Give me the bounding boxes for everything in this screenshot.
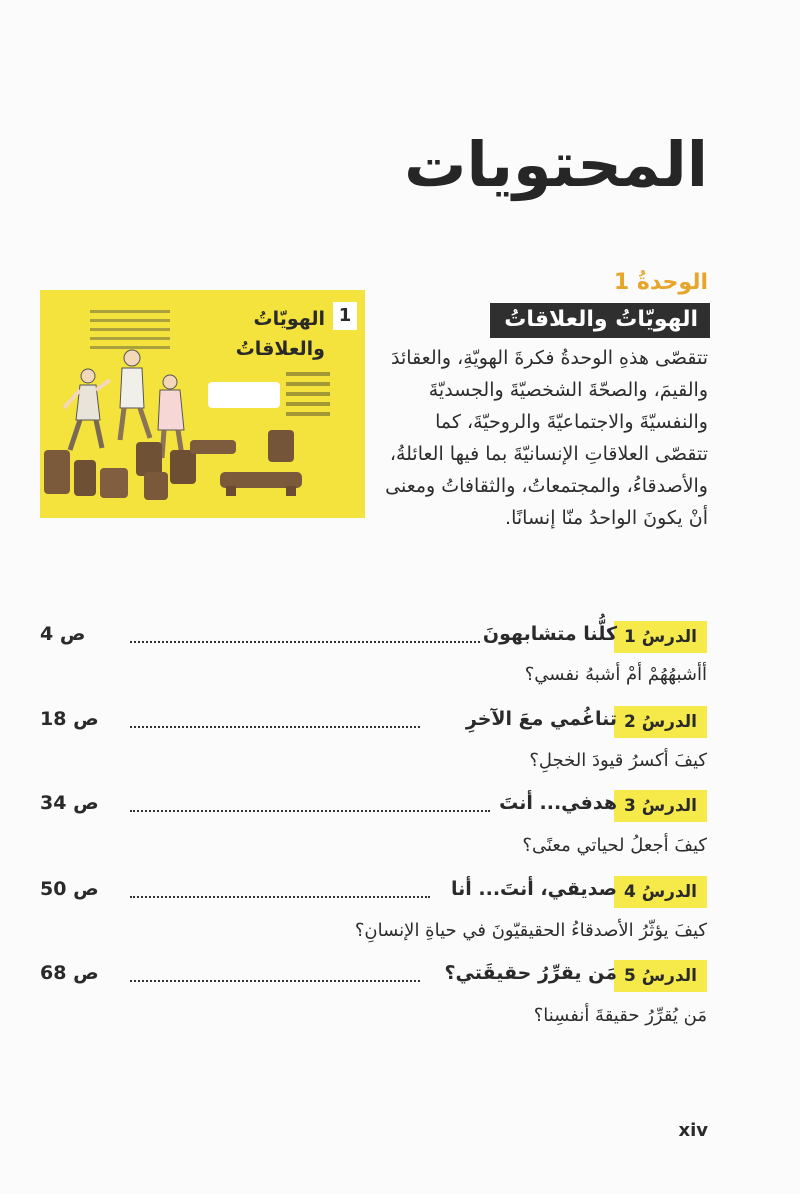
lesson-tag: الدرسُ 4	[614, 876, 707, 908]
unit-cover-image	[40, 290, 365, 518]
leader-dots	[130, 641, 480, 643]
cover-lesson-list	[286, 372, 330, 422]
cover-title-line2: والعلاقاتُ	[235, 338, 325, 360]
lesson-tag: الدرسُ 1	[614, 621, 707, 653]
lesson-tag: الدرسُ 5	[614, 960, 707, 992]
leader-dots	[130, 810, 490, 812]
lesson-title: صديقي، أنتَ... أنا	[450, 878, 617, 900]
lesson-row-2[interactable]	[40, 706, 707, 742]
unit-title: الهويّاتُ والعلاقاتُ	[490, 303, 710, 338]
unit-label: الوحدةُ 1	[613, 270, 708, 295]
lesson-question: كيفَ أكسرُ قيودَ الخجلِ؟	[529, 750, 707, 771]
cover-title-line1: الهويّاتُ	[253, 308, 325, 330]
lesson-question: كيفَ يؤثّرُ الأصدقاءُ الحقيقيّونَ في حياةِ الإنسانِ؟	[354, 920, 707, 941]
leader-dots	[130, 726, 420, 728]
lesson-page: ص 68	[40, 962, 99, 984]
leader-dots	[130, 980, 420, 982]
lesson-question: أأشبهُهُمْ أمْ أشبهُ نفسي؟	[524, 664, 707, 685]
lesson-page: ص 50	[40, 878, 99, 900]
cover-speech-bubble	[208, 382, 280, 408]
lesson-page: ص 34	[40, 792, 99, 814]
lesson-title: مَن يقرِّرُ حقيقَتي؟	[444, 962, 617, 984]
lesson-tag: الدرسُ 3	[614, 790, 707, 822]
lesson-question: كيفَ أجعلُ لحياتي معنًى؟	[522, 835, 707, 856]
lesson-question: مَن يُقرِّرُ حقيقةَ أنفسِنا؟	[533, 1005, 707, 1026]
page-title: المحتويات	[404, 128, 708, 201]
lesson-tag: الدرسُ 2	[614, 706, 707, 738]
page-number: xiv	[678, 1120, 708, 1141]
unit-description: تتقصّى هذهِ الوحدةُ فكرةَ الهويّةِ، والعقائدَ والقيمَ، والصحّةَ الشخصيّةَ والجسديّةَ والنفسيّةَ والاجتماعيّةَ والروحيّةَ، كما تتقصّى العلاقاتِ الإنسانيّةَ بما فيها العائلةُ، والأصدقاءُ، والمجتمعاتُ، والثقافاتُ ومعنى أنْ يكونَ الواحدُ منّا إنسانًا.	[385, 347, 708, 529]
leader-dots	[130, 896, 430, 898]
lesson-row-4[interactable]	[40, 876, 707, 912]
cover-text-lines	[90, 310, 170, 355]
lesson-page: ص 18	[40, 708, 99, 730]
lesson-title: تناغُمي معَ الآخرِ	[465, 708, 617, 730]
lesson-row-5[interactable]	[40, 960, 707, 996]
lesson-page: ص 4	[40, 623, 86, 645]
lesson-row-3[interactable]	[40, 790, 707, 826]
cover-unit-number: 1	[333, 302, 357, 330]
lesson-title: هدفي... أنتَ	[499, 792, 617, 814]
lesson-row-1[interactable]	[40, 621, 707, 657]
lesson-title: كلُّنا متشابهونَ	[482, 623, 617, 645]
